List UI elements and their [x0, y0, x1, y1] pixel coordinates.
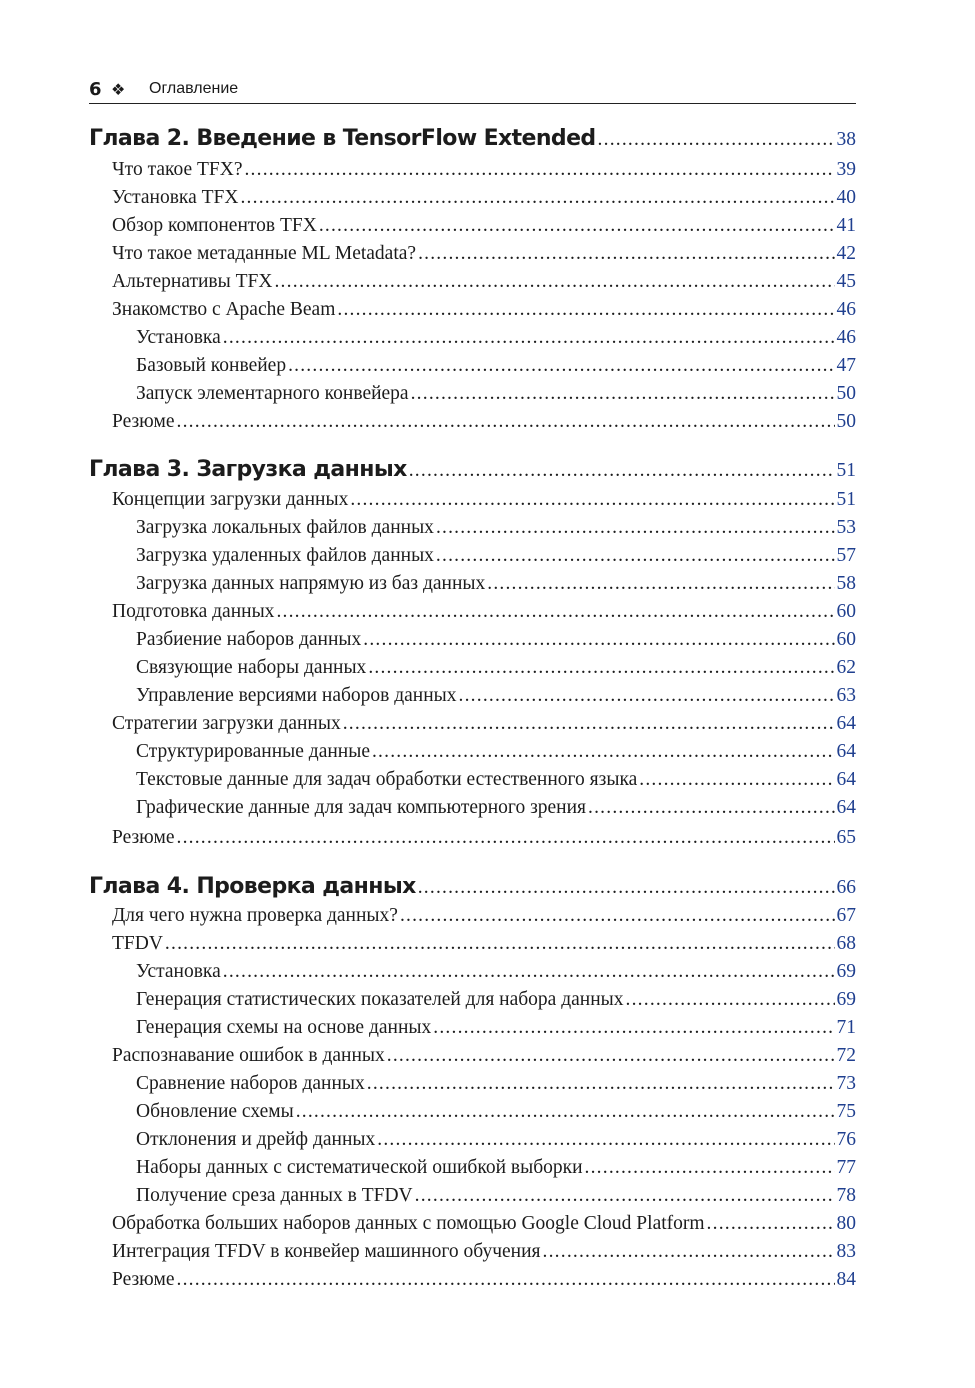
toc-entry[interactable] [89, 1155, 856, 1181]
dot-leader [363, 627, 834, 653]
dot-leader [433, 1015, 834, 1041]
toc-page-number[interactable]: 63 [836, 685, 856, 706]
toc-page-number[interactable]: 68 [836, 933, 856, 954]
toc-entry[interactable] [89, 157, 856, 183]
page-number: 6 [89, 78, 102, 100]
toc-page-number[interactable]: 80 [836, 1213, 856, 1234]
toc-entry[interactable] [89, 795, 856, 821]
dot-leader [177, 409, 835, 435]
toc-page-number[interactable]: 58 [836, 573, 856, 594]
toc-entry[interactable] [89, 903, 856, 929]
dot-leader [244, 157, 834, 183]
toc-page-number[interactable]: 71 [836, 1017, 856, 1038]
toc-page-number[interactable]: 84 [836, 1269, 856, 1290]
toc-page-number[interactable]: 62 [836, 657, 856, 678]
toc-entry-title: Альтернативы TFX [112, 271, 273, 292]
toc-entry-title: Резюме [112, 1269, 175, 1290]
header-rule [89, 103, 856, 104]
toc-entry-title: Запуск элементарного конвейера [136, 383, 409, 404]
toc-page-number[interactable]: 64 [836, 797, 856, 818]
running-head-title: Оглавление [149, 80, 239, 97]
toc-entry-title: Получение среза данных в TFDV [136, 1185, 413, 1206]
toc-entry-title: Для чего нужна проверка данных? [112, 905, 398, 926]
dot-leader [177, 825, 835, 851]
toc-chapter-entry[interactable] [89, 872, 856, 902]
dot-leader [418, 241, 834, 267]
toc-entry[interactable] [89, 1099, 856, 1125]
running-head [89, 76, 856, 102]
dot-leader [543, 1239, 835, 1265]
toc-page-number[interactable]: 46 [836, 327, 856, 348]
toc-page-number[interactable]: 53 [836, 517, 856, 538]
dot-leader [387, 1043, 835, 1069]
dot-leader [350, 487, 834, 513]
toc-entry[interactable] [89, 987, 856, 1013]
dot-leader [639, 767, 834, 793]
toc-page-number[interactable]: 50 [836, 411, 856, 432]
toc-page-number[interactable]: 38 [836, 129, 856, 150]
dot-leader [372, 739, 835, 765]
toc-entry-title: Что такое метаданные ML Metadata? [112, 243, 417, 264]
toc-entry[interactable] [89, 1211, 856, 1237]
toc-entry-title: Отклонения и дрейф данных [136, 1129, 376, 1150]
toc-entry-title: Стратегии загрузки данных [112, 713, 341, 734]
toc-page-number[interactable]: 66 [836, 877, 856, 898]
toc-page-number[interactable]: 64 [836, 713, 856, 734]
toc-page-number[interactable]: 69 [836, 961, 856, 982]
dot-leader [436, 543, 835, 569]
toc-entry[interactable] [89, 571, 856, 597]
toc-page-number[interactable]: 50 [836, 383, 856, 404]
toc-page-number[interactable]: 64 [836, 769, 856, 790]
dot-leader [288, 353, 834, 379]
toc-entry-title: Обзор компонентов TFX [112, 215, 317, 236]
ornament-icon: ❖ [111, 79, 126, 99]
toc-entry-title: Базовый конвейер [136, 355, 287, 376]
toc-entry-title: Резюме [112, 827, 175, 848]
toc-entry-title: Глава 2. Введение в TensorFlow Extended [89, 126, 596, 151]
dot-leader [409, 456, 835, 486]
dot-leader [626, 987, 835, 1013]
toc-page-number[interactable]: 64 [836, 741, 856, 762]
toc-entry[interactable] [89, 213, 856, 239]
toc-entry[interactable] [89, 959, 856, 985]
toc-entry[interactable] [89, 241, 856, 267]
toc-entry[interactable] [89, 1127, 856, 1153]
toc-chapter-entry[interactable] [89, 455, 856, 485]
toc-entry-title: Установка [136, 327, 221, 348]
dot-leader [177, 1267, 835, 1293]
toc-entry[interactable] [89, 683, 856, 709]
toc-entry-title: Интеграция TFDV в конвейер машинного обучения [112, 1241, 541, 1262]
toc-entry-title: Связующие наборы данных [136, 657, 367, 678]
toc-entry[interactable] [89, 627, 856, 653]
toc-entry-title: Резюме [112, 411, 175, 432]
toc-page-number[interactable]: 69 [836, 989, 856, 1010]
toc-page-number[interactable]: 73 [836, 1073, 856, 1094]
toc-entry[interactable] [89, 931, 856, 957]
toc-entry[interactable] [89, 269, 856, 295]
toc-entry[interactable] [89, 487, 856, 513]
toc-entry[interactable] [89, 1071, 856, 1097]
toc-entry-title: Глава 4. Проверка данных [89, 874, 416, 899]
dot-leader [368, 655, 834, 681]
toc-page-number[interactable]: 42 [836, 243, 856, 264]
dot-leader [274, 269, 834, 295]
toc-entry-title: Разбиение наборов данных [136, 629, 362, 650]
toc-entry[interactable] [89, 409, 856, 435]
dot-leader [337, 297, 834, 323]
toc-entry-title: Генерация схемы на основе данных [136, 1017, 432, 1038]
dot-leader [588, 795, 834, 821]
toc-page-number[interactable]: 40 [836, 187, 856, 208]
toc-entry-title: Загрузка удаленных файлов данных [136, 545, 434, 566]
toc-entry[interactable] [89, 825, 856, 851]
toc-entry-title: Установка TFX [112, 187, 239, 208]
toc-page-number[interactable]: 51 [836, 460, 856, 481]
toc-page-number[interactable]: 65 [836, 827, 856, 848]
toc-entry-title: Структурированные данные [136, 741, 370, 762]
toc-page-number[interactable]: 41 [836, 215, 856, 236]
dot-leader [240, 185, 834, 211]
toc-entry[interactable] [89, 515, 856, 541]
toc-entry-title: Обработка больших наборов данных с помощью Google Cloud Platform [112, 1213, 705, 1234]
toc-entry[interactable] [89, 1015, 856, 1041]
toc-page-number[interactable]: 76 [836, 1129, 856, 1150]
dot-leader [707, 1211, 835, 1237]
toc-entry-title: Графические данные для задач компьютерного зрения [136, 797, 587, 818]
toc-page-number[interactable]: 51 [836, 489, 856, 510]
toc-page-number[interactable]: 39 [836, 159, 856, 180]
toc-entry-title: Текстовые данные для задач обработки естественного языка [136, 769, 638, 790]
toc-page-number[interactable]: 47 [836, 355, 856, 376]
dot-leader [598, 125, 835, 155]
toc-entry-title: Подготовка данных [112, 601, 275, 622]
toc-page-number[interactable]: 72 [836, 1045, 856, 1066]
toc-page-number[interactable]: 78 [836, 1185, 856, 1206]
toc-entry[interactable] [89, 599, 856, 625]
toc-entry-title: Сравнение наборов данных [136, 1073, 365, 1094]
toc-entry-title: Что такое TFX? [112, 159, 243, 180]
toc-entry-title: Знакомство с Apache Beam [112, 299, 336, 320]
toc-entry-title: Концепции загрузки данных [112, 489, 349, 510]
toc-entry[interactable] [89, 297, 856, 323]
dot-leader [367, 1071, 835, 1097]
toc-entry[interactable] [89, 711, 856, 737]
dot-leader [459, 683, 835, 709]
toc-page-number[interactable]: 60 [836, 629, 856, 650]
toc-page-number[interactable]: 60 [836, 601, 856, 622]
dot-leader [415, 1183, 835, 1209]
toc-entry-title: Управление версиями наборов данных [136, 685, 457, 706]
dot-leader [418, 873, 835, 903]
dot-leader [165, 931, 835, 957]
toc-entry[interactable] [89, 381, 856, 407]
toc-entry-title: Установка [136, 961, 221, 982]
toc-entry[interactable] [89, 655, 856, 681]
dot-leader [223, 959, 835, 985]
toc-entry[interactable] [89, 739, 856, 765]
toc-entry[interactable] [89, 353, 856, 379]
toc-entry[interactable] [89, 185, 856, 211]
toc-entry-title: TFDV [112, 933, 163, 954]
dot-leader [377, 1127, 834, 1153]
dot-leader [585, 1155, 835, 1181]
toc-entry-title: Обновление схемы [136, 1101, 294, 1122]
toc-entry[interactable] [89, 325, 856, 351]
toc-page-number[interactable]: 77 [836, 1157, 856, 1178]
dot-leader [296, 1099, 835, 1125]
toc-page-number[interactable]: 83 [836, 1241, 856, 1262]
toc-entry[interactable] [89, 1183, 856, 1209]
toc-entry-title: Распознавание ошибок в данных [112, 1045, 385, 1066]
dot-leader [223, 325, 835, 351]
toc-page-number[interactable]: 67 [836, 905, 856, 926]
toc-entry-title: Генерация статистических показателей для набора данных [136, 989, 624, 1010]
dot-leader [436, 515, 835, 541]
dot-leader [343, 711, 835, 737]
toc-entry[interactable] [89, 767, 856, 793]
toc-entry[interactable] [89, 1043, 856, 1069]
toc-page-number[interactable]: 75 [836, 1101, 856, 1122]
dot-leader [276, 599, 834, 625]
toc-entry-title: Загрузка данных напрямую из баз данных [136, 573, 486, 594]
toc-page-number[interactable]: 46 [836, 299, 856, 320]
toc-chapter-entry[interactable] [89, 124, 856, 154]
toc-entry-title: Загрузка локальных файлов данных [136, 517, 434, 538]
toc-entry[interactable] [89, 1239, 856, 1265]
toc-page-number[interactable]: 45 [836, 271, 856, 292]
dot-leader [400, 903, 835, 929]
toc-entry-title: Наборы данных с систематической ошибкой выборки [136, 1157, 583, 1178]
toc-entry-title: Глава 3. Загрузка данных [89, 457, 407, 482]
toc-entry[interactable] [89, 543, 856, 569]
dot-leader [487, 571, 834, 597]
toc-page-number[interactable]: 57 [836, 545, 856, 566]
dot-leader [411, 381, 835, 407]
dot-leader [319, 213, 835, 239]
toc-entry[interactable] [89, 1267, 856, 1293]
